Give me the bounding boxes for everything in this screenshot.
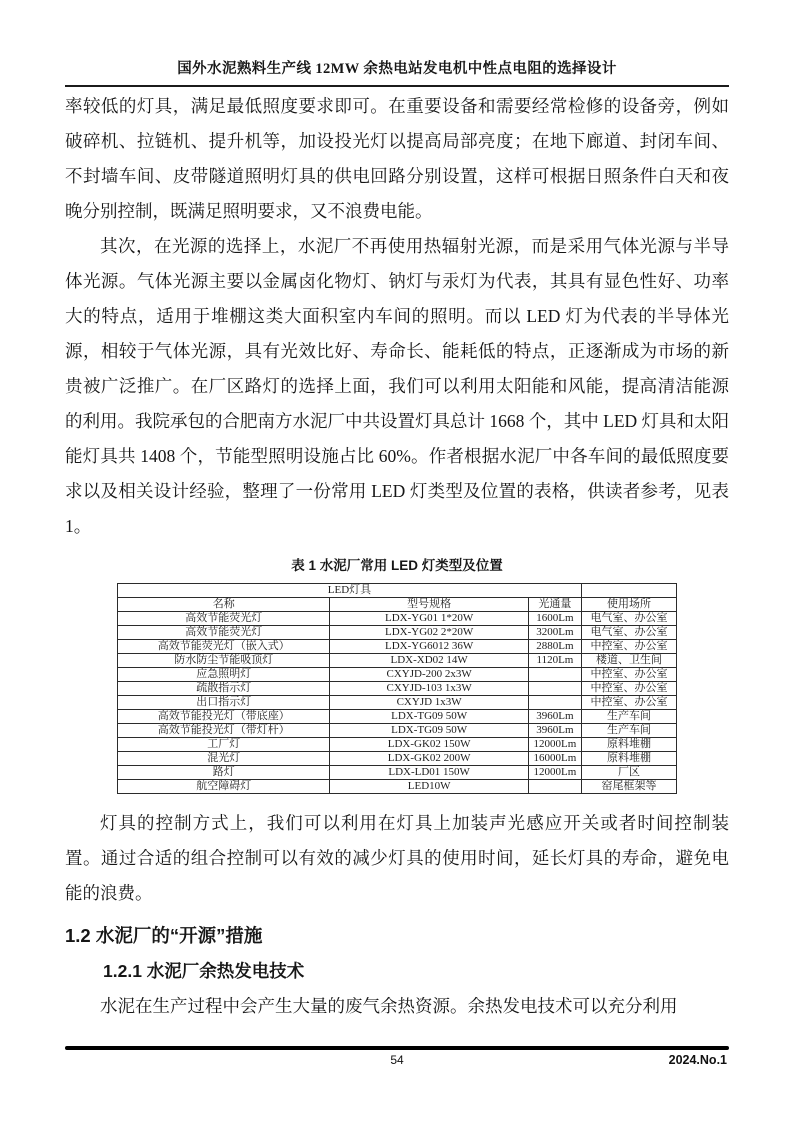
- cell-lamp-name: 高效节能投光灯（带灯杆）: [118, 724, 330, 738]
- page-number: 54: [390, 1053, 404, 1067]
- table-row: [118, 640, 677, 654]
- table-group-header-row: [118, 584, 677, 598]
- cell-model-spec: CXYJD-103 1x3W: [330, 682, 528, 696]
- cell-usage-place: 窑尾框架等: [581, 780, 676, 794]
- column-header-place: 使用场所: [581, 598, 676, 612]
- cell-model-spec: LDX-YG02 2*20W: [330, 626, 528, 640]
- table-row: [118, 682, 677, 696]
- running-header: [65, 0, 729, 87]
- cell-lamp-name: 混光灯: [118, 752, 330, 766]
- cell-model-spec: LDX-XD02 14W: [330, 654, 528, 668]
- footer-row: [65, 1053, 729, 1071]
- table-row: [118, 654, 677, 668]
- cell-luminous-flux: 3200Lm: [528, 626, 581, 640]
- cell-model-spec: CXYJD-200 2x3W: [330, 668, 528, 682]
- cell-model-spec: LDX-LD01 150W: [330, 766, 528, 780]
- paragraph-waste-heat: 水泥在生产过程中会产生大量的废气余热资源。余热发电技术可以充分利用: [100, 996, 678, 1016]
- cell-model-spec: LDX-TG09 50W: [330, 710, 528, 724]
- cell-usage-place: 生产车间: [581, 724, 676, 738]
- table-row: [118, 710, 677, 724]
- cell-luminous-flux: 12000Lm: [528, 766, 581, 780]
- article-body-last: [65, 989, 729, 1024]
- footer-divider: [65, 1046, 729, 1050]
- cell-luminous-flux: 3960Lm: [528, 724, 581, 738]
- table-row: [118, 668, 677, 682]
- header-divider: [65, 85, 729, 87]
- cell-luminous-flux: 2880Lm: [528, 640, 581, 654]
- table-caption: 表 1 水泥厂常用 LED 灯类型及位置: [291, 558, 503, 573]
- cell-usage-place: 中控室、办公室: [581, 668, 676, 682]
- table-row: [118, 766, 677, 780]
- cell-luminous-flux: 1600Lm: [528, 612, 581, 626]
- page-footer: [65, 1046, 729, 1071]
- cell-usage-place: 中控室、办公室: [581, 640, 676, 654]
- cell-usage-place: 厂区: [581, 766, 676, 780]
- cell-lamp-name: 防水防尘节能吸顶灯: [118, 654, 330, 668]
- cell-luminous-flux: 3960Lm: [528, 710, 581, 724]
- table-row: [118, 752, 677, 766]
- cell-lamp-name: 工厂灯: [118, 738, 330, 752]
- cell-usage-place: 楼道、卫生间: [581, 654, 676, 668]
- cell-luminous-flux: [528, 668, 581, 682]
- cell-luminous-flux: [528, 682, 581, 696]
- cell-lamp-name: 高效节能荧光灯（嵌入式）: [118, 640, 330, 654]
- cell-usage-place: 电气室、办公室: [581, 626, 676, 640]
- running-header-title: 国外水泥熟料生产线 12MW 余热电站发电机中性点电阻的选择设计: [177, 61, 617, 77]
- table-group-header-empty-cell: [581, 584, 676, 598]
- cell-model-spec: LED10W: [330, 780, 528, 794]
- table-row: [118, 738, 677, 752]
- table-body: [118, 612, 677, 794]
- column-header-name: 名称: [118, 598, 330, 612]
- cell-luminous-flux: [528, 780, 581, 794]
- cell-usage-place: 中控室、办公室: [581, 682, 676, 696]
- cell-luminous-flux: [528, 696, 581, 710]
- section-heading-1-2: 1.2 水泥厂的“开源”措施: [65, 925, 263, 946]
- section-heading-1-2-1: 1.2.1 水泥厂余热发电技术: [103, 961, 305, 981]
- table-group-header: LED灯具: [118, 584, 582, 598]
- cell-lamp-name: 航空障碍灯: [118, 780, 330, 794]
- page-content: [65, 0, 729, 1024]
- cell-model-spec: CXYJD 1x3W: [330, 696, 528, 710]
- article-body-continued: [65, 806, 729, 911]
- cell-luminous-flux: 12000Lm: [528, 738, 581, 752]
- cell-usage-place: 原料堆棚: [581, 752, 676, 766]
- paragraph-lamp-control: 灯具的控制方式上，我们可以利用在灯具上加装声光感应开关或者时间控制装置。通过合适的组合控制可以有效的减少灯具的使用时间，延长灯具的寿命，避免电能的浪费。: [65, 813, 729, 903]
- column-header-model: 型号规格: [330, 598, 528, 612]
- column-header-flux: 光通量: [528, 598, 581, 612]
- led-lamp-table: [117, 583, 677, 794]
- table-row: [118, 724, 677, 738]
- table-row: [118, 696, 677, 710]
- paragraph-lighting-circuits: 率较低的灯具，满足最低照度要求即可。在重要设备和需要经常检修的设备旁，例如破碎机、拉链机、提升机等，加设投光灯以提高局部亮度；在地下廊道、封闭车间、不封墙车间、皮带隧道照明灯具的供电回路分别设置，这样可根据日照条件白天和夜晚分别控制，既满足照明要求，又不浪费电能。: [65, 96, 729, 221]
- issue-label: 2024.No.1: [668, 1053, 727, 1067]
- cell-lamp-name: 出口指示灯: [118, 696, 330, 710]
- cell-usage-place: 原料堆棚: [581, 738, 676, 752]
- cell-lamp-name: 路灯: [118, 766, 330, 780]
- cell-luminous-flux: 16000Lm: [528, 752, 581, 766]
- cell-model-spec: LDX-YG6012 36W: [330, 640, 528, 654]
- table-row: [118, 626, 677, 640]
- cell-lamp-name: 高效节能投光灯（带底座）: [118, 710, 330, 724]
- cell-model-spec: LDX-GK02 200W: [330, 752, 528, 766]
- cell-lamp-name: 应急照明灯: [118, 668, 330, 682]
- paragraph-light-sources: 其次，在光源的选择上，水泥厂不再使用热辐射光源，而是采用气体光源与半导体光源。气体光源主要以金属卤化物灯、钠灯与汞灯为代表，其具有显色性好、功率大的特点，适用于堆棚这类大面积室内车间的照明。而以 LED 灯为代表的半导体光源，相较于气体光源，具有光效比好、寿命长、能耗低的特点，正逐渐成为市场的新贵被广泛推广。在厂区路灯的选择上面，我们可以利用太阳能和风能，提高清洁能源的利用。我院承包的合肥南方水泥厂中共设置灯具总计 1668 个，其中 LED 灯具和太阳能灯具共 1408 个，节能型照明设施占比 60%。作者根据水泥厂中各车间的最低照度要求以及相关设计经验，整理了一份常用 LED 灯类型及位置的表格，供读者参考，见表 1。: [65, 236, 730, 536]
- cell-usage-place: 中控室、办公室: [581, 696, 676, 710]
- cell-usage-place: 电气室、办公室: [581, 612, 676, 626]
- article-body: [65, 89, 729, 544]
- cell-usage-place: 生产车间: [581, 710, 676, 724]
- cell-luminous-flux: 1120Lm: [528, 654, 581, 668]
- table-column-header-row: [118, 598, 677, 612]
- table-row: [118, 780, 677, 794]
- cell-model-spec: LDX-GK02 150W: [330, 738, 528, 752]
- cell-model-spec: LDX-TG09 50W: [330, 724, 528, 738]
- cell-lamp-name: 高效节能荧光灯: [118, 626, 330, 640]
- led-lamp-table-head: [118, 584, 677, 612]
- cell-lamp-name: 高效节能荧光灯: [118, 612, 330, 626]
- table-row: [118, 612, 677, 626]
- cell-model-spec: LDX-YG01 1*20W: [330, 612, 528, 626]
- cell-lamp-name: 疏散指示灯: [118, 682, 330, 696]
